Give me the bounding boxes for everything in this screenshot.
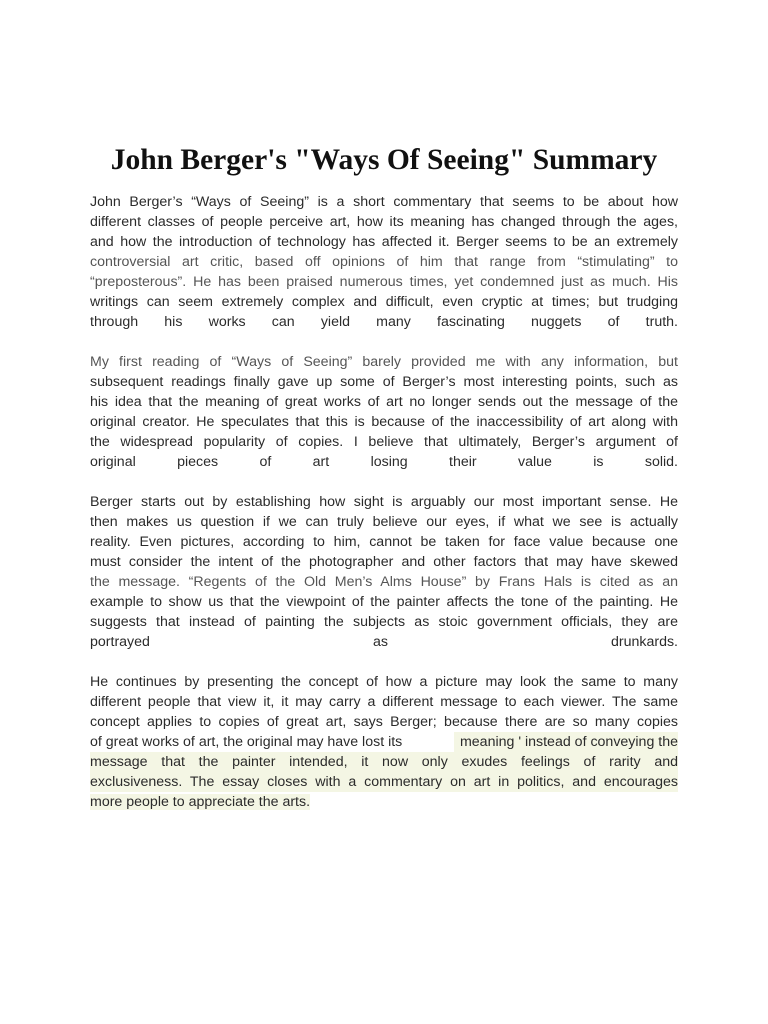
paragraph-line: He continues by presenting the concept of how a picture may look the same to many xyxy=(90,674,678,690)
paragraph-line: must consider the intent of the photographer and other factors that may have skewed xyxy=(90,554,678,570)
paragraph-1 xyxy=(90,192,678,332)
paragraph-line: Berger starts out by establishing how sight is arguably our most important sense. He xyxy=(90,494,678,510)
paragraph-line: example to show us that the viewpoint of the painter affects the tone of the painting. He xyxy=(90,594,678,610)
paragraph-line: different classes of people perceive art, how its meaning has changed through the ages, xyxy=(90,214,678,230)
paragraph-line: suggests that instead of painting the subjects as stoic government officials, they are xyxy=(90,614,678,630)
paragraph-line: subsequent readings finally gave up some of Berger’s most interesting points, such as xyxy=(90,374,678,390)
paragraph-line: portrayed as drunkards. xyxy=(90,634,678,650)
paragraph-line: original pieces of art losing their value is solid. xyxy=(90,454,678,470)
paragraph-line: then makes us question if we can truly believe our eyes, if what we see is actually xyxy=(90,514,678,530)
paragraph-2 xyxy=(90,352,678,472)
highlighted-text: meaning ' instead of conveying the xyxy=(454,732,678,752)
paragraph-line: “preposterous”. He has been praised numerous times, yet condemned just as much. His xyxy=(90,274,678,290)
paragraph-line: different people that view it, it may carry a different message to each viewer. The same xyxy=(90,694,678,710)
paragraph-line: controversial art critic, based off opinions of him that range from “stimulating” to xyxy=(90,254,678,270)
paragraph-4 xyxy=(90,672,678,812)
paragraph-line: writings can seem extremely complex and difficult, even cryptic at times; but trudging xyxy=(90,294,678,310)
document-title: John Berger's "Ways Of Seeing" Summary xyxy=(110,144,658,176)
paragraph-line: his idea that the meaning of great works of art no longer sends out the message of the xyxy=(90,394,678,410)
paragraph-line xyxy=(90,792,678,812)
paragraph-line: concept applies to copies of great art, says Berger; because there are so many copies xyxy=(90,714,678,730)
paragraph-line: John Berger’s “Ways of Seeing” is a short commentary that seems to be about how xyxy=(90,194,678,210)
highlighted-text: more people to appreciate the arts. xyxy=(90,794,311,810)
paragraph-3 xyxy=(90,492,678,652)
paragraph-line: the widespread popularity of copies. I believe that ultimately, Berger’s argument of xyxy=(90,434,678,450)
paragraph-line: and how the introduction of technology has affected it. Berger seems to be an extremely xyxy=(90,234,678,250)
paragraph-line-segment: of great works of art, the original may have lost its xyxy=(90,734,403,750)
paragraph-line: original creator. He speculates that this is because of the inaccessibility of art along with xyxy=(90,414,678,430)
paragraph-line: My first reading of “Ways of Seeing” barely provided me with any information, but xyxy=(90,354,678,370)
paragraph-line: through his works can yield many fascinating nuggets of truth. xyxy=(90,314,678,330)
paragraph-line: the message. “Regents of the Old Men’s Alms House” by Frans Hals is cited as an xyxy=(90,574,678,590)
highlighted-text: message that the painter intended, it now only exudes feelings of rarity and xyxy=(90,754,678,770)
paragraph-line xyxy=(90,732,678,752)
highlighted-text: exclusiveness. The essay closes with a commentary on art in politics, and encourages xyxy=(90,774,678,790)
paragraph-line: reality. Even pictures, according to him, cannot be taken for face value because one xyxy=(90,534,678,550)
